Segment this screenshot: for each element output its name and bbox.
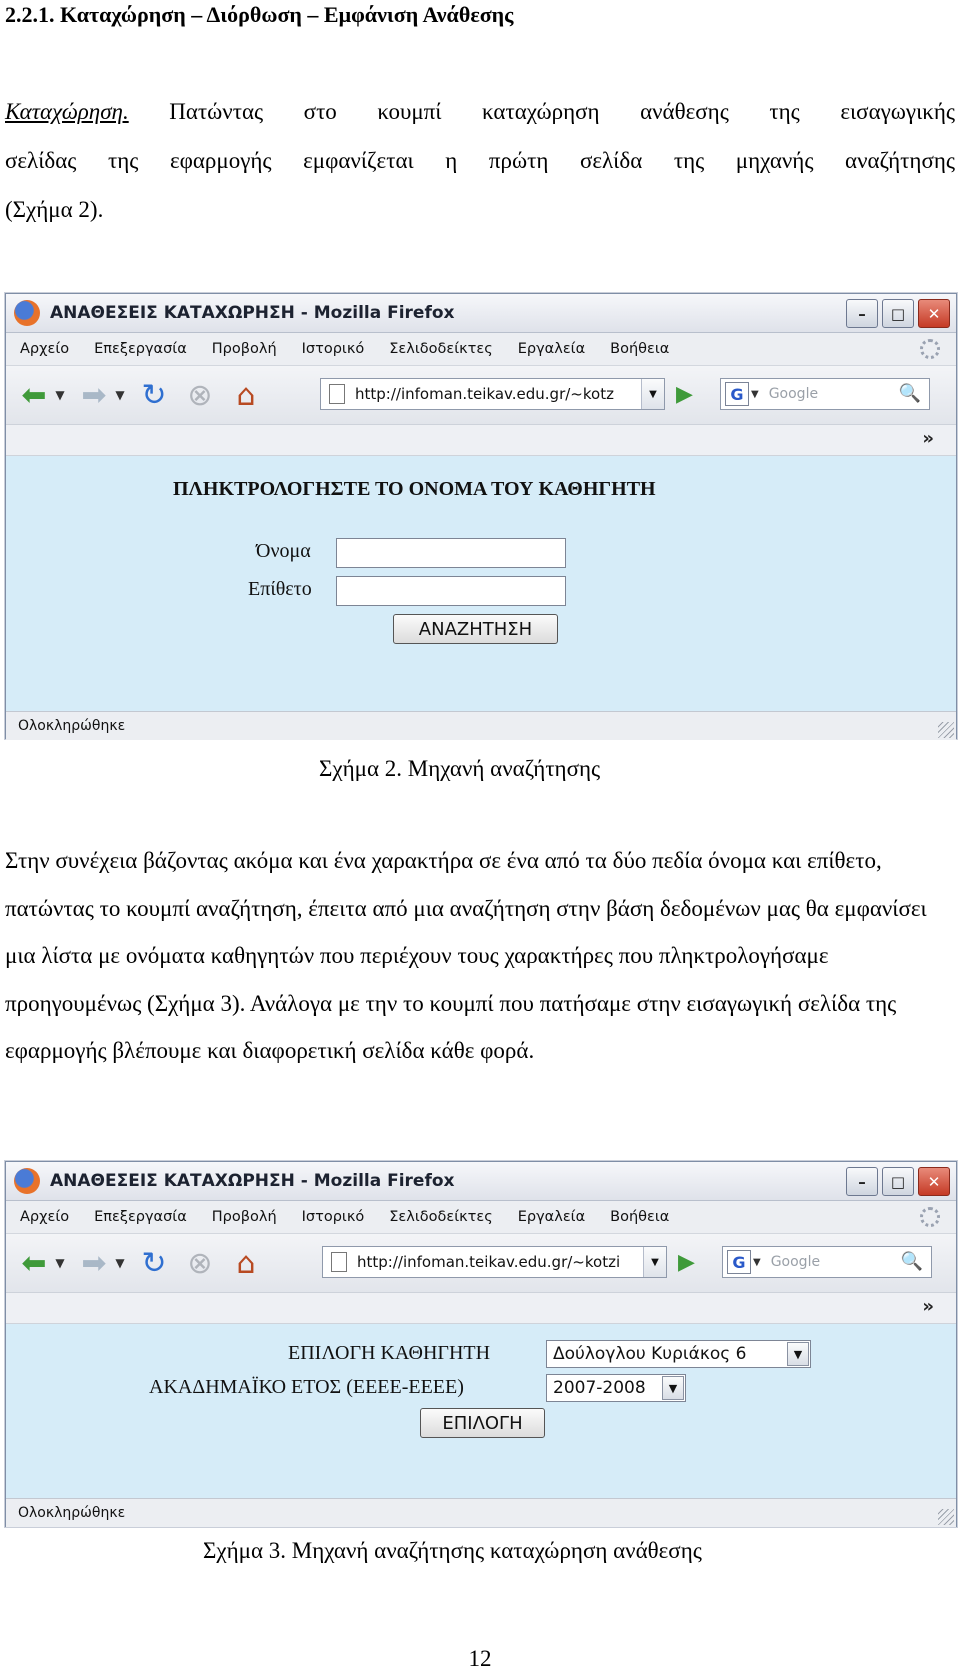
menu-bookmarks[interactable]: Σελιδοδείκτες <box>389 1209 493 1225</box>
close-button[interactable]: ✕ <box>918 1167 950 1196</box>
home-icon[interactable]: ⌂ <box>236 1245 256 1281</box>
chevron-icon[interactable]: » <box>922 428 934 449</box>
page-content <box>6 1324 956 1498</box>
minimize-button[interactable]: – <box>846 1167 878 1196</box>
teacher-label: ΕΠΙΛΟΓΗ ΚΑΘΗΓΗΤΗ <box>288 1342 491 1364</box>
search-box[interactable] <box>722 1246 932 1278</box>
google-engine-icon[interactable]: G <box>727 1250 751 1274</box>
name-label: Όνομα <box>256 540 311 562</box>
name-input[interactable] <box>336 538 566 568</box>
menu-tools[interactable]: Εργαλεία <box>517 1209 586 1225</box>
menu-bookmarks[interactable]: Σελιδοδείκτες <box>389 341 493 357</box>
status-text: Ολοκληρώθηκε <box>18 718 126 734</box>
intro-paragraph <box>5 87 955 234</box>
forward-arrow-icon[interactable]: ➡ <box>81 1245 107 1281</box>
title-bar <box>6 1162 956 1201</box>
search-placeholder: Google <box>770 1254 821 1270</box>
throbber-icon <box>920 339 940 359</box>
menu-view[interactable]: Προβολή <box>211 341 277 357</box>
menu-help[interactable]: Βοήθεια <box>610 1209 670 1225</box>
intro-line-1-text: Πατώντας στο κουμπί καταχώρηση ανάθεσης της εισαγωγικής <box>128 99 955 124</box>
window-title: ΑΝΑΘΕΣΕΙΣ ΚΑΤΑΧΩΡΗΣΗ - Mozilla Firefox <box>50 1171 455 1191</box>
bookmarks-toolbar <box>6 425 956 456</box>
engine-dropdown-icon[interactable]: ▼ <box>751 388 759 400</box>
magnifier-icon[interactable]: 🔍 <box>898 383 921 404</box>
menu-tools[interactable]: Εργαλεία <box>517 341 586 357</box>
menu-history[interactable]: Ιστορικό <box>301 341 365 357</box>
url-bar[interactable] <box>320 378 665 410</box>
google-engine-icon[interactable]: G <box>725 382 749 406</box>
status-bar <box>6 1498 956 1527</box>
teacher-select[interactable] <box>546 1340 811 1368</box>
page-content <box>6 456 956 711</box>
year-select[interactable] <box>546 1374 686 1402</box>
body-paragraph: Στην συνέχεια βάζοντας ακόμα και ένα χαρακτήρα σε ένα από τα δύο πεδία όνομα και επίθετο, πατώντας το κουμπί αναζήτηση, έπειτα από μια αναζήτηση στην βάση δεδομένων μας θα εμφανίσει μια λίστα με ονόματα καθηγητών που περιέχουν τους χαρακτήρες που πληκτρολογήσαμε προηγουμένως (Σχήμα 3). Ανάλογα με την το κουμπί που πατήσαμε στην εισαγωγική σελίδα της εφαρμογής βλέπουμε και διαφορετική σελίδα κάθε φορά. <box>5 848 927 1064</box>
section-heading: 2.2.1. Καταχώρηση – Διόρθωση – Εμφάνιση Ανάθεσης <box>5 2 514 27</box>
maximize-button[interactable]: □ <box>882 1167 914 1196</box>
page-icon <box>329 384 345 404</box>
status-text: Ολοκληρώθηκε <box>18 1505 126 1521</box>
url-text: http://infoman.teikav.edu.gr/~kotzi <box>357 1253 621 1271</box>
surname-label: Επίθετο <box>248 578 312 600</box>
figure-3-caption: Σχήμα 3. Μηχανή αναζήτησης καταχώρηση ανάθεσης <box>203 1538 702 1563</box>
back-arrow-icon[interactable]: ⬅ <box>21 1245 47 1281</box>
menu-view[interactable]: Προβολή <box>211 1209 277 1225</box>
stop-icon[interactable]: ⊗ <box>187 377 213 413</box>
throbber-icon <box>920 1207 940 1227</box>
resize-grip-icon[interactable] <box>938 722 954 738</box>
magnifier-icon[interactable]: 🔍 <box>900 1251 923 1272</box>
resize-grip-icon[interactable] <box>938 1509 954 1525</box>
navigation-toolbar <box>6 366 956 425</box>
menu-history[interactable]: Ιστορικό <box>301 1209 365 1225</box>
search-box[interactable] <box>720 378 930 410</box>
forward-history-dropdown-icon[interactable]: ▼ <box>115 388 125 402</box>
figure-2-browser-window <box>5 293 957 739</box>
url-dropdown-icon[interactable]: ▼ <box>641 379 664 409</box>
window-title: ΑΝΑΘΕΣΕΙΣ ΚΑΤΑΧΩΡΗΣΗ - Mozilla Firefox <box>50 303 455 323</box>
search-placeholder: Google <box>768 386 819 402</box>
intro-line-1 <box>5 87 955 136</box>
firefox-icon <box>14 1168 40 1194</box>
minimize-button[interactable]: – <box>846 299 878 328</box>
title-bar <box>6 294 956 333</box>
close-button[interactable]: ✕ <box>918 299 950 328</box>
navigation-toolbar <box>6 1234 956 1293</box>
status-bar <box>6 711 956 740</box>
select-button[interactable]: ΕΠΙΛΟΓΗ <box>420 1408 545 1438</box>
teacher-select-value: Δούλογλου Κυριάκος 6 <box>553 1344 747 1364</box>
chevron-down-icon[interactable]: ▼ <box>787 1342 809 1366</box>
forward-history-dropdown-icon[interactable]: ▼ <box>115 1256 125 1270</box>
go-arrow-icon[interactable]: ▶ <box>678 1250 695 1275</box>
engine-dropdown-icon[interactable]: ▼ <box>753 1256 761 1268</box>
home-icon[interactable]: ⌂ <box>236 377 256 413</box>
maximize-button[interactable]: □ <box>882 299 914 328</box>
year-select-value: 2007-2008 <box>553 1378 646 1398</box>
firefox-icon <box>14 300 40 326</box>
forward-arrow-icon[interactable]: ➡ <box>81 377 107 413</box>
intro-label: Καταχώρηση. <box>5 99 129 124</box>
chevron-icon[interactable]: » <box>922 1296 934 1317</box>
intro-line-2: σελίδας της εφαρμογής εμφανίζεται η πρώτη σελίδα της μηχανής αναζήτησης <box>5 148 955 173</box>
page-number: 12 <box>468 1646 492 1671</box>
reload-icon[interactable]: ↻ <box>141 377 167 413</box>
back-history-dropdown-icon[interactable]: ▼ <box>55 388 65 402</box>
chevron-down-icon[interactable]: ▼ <box>662 1376 684 1400</box>
url-text: http://infoman.teikav.edu.gr/~kotz <box>355 385 614 403</box>
back-arrow-icon[interactable]: ⬅ <box>21 377 47 413</box>
url-dropdown-icon[interactable]: ▼ <box>643 1247 666 1277</box>
reload-icon[interactable]: ↻ <box>141 1245 167 1281</box>
menu-file[interactable]: Αρχείο <box>20 341 70 357</box>
menu-file[interactable]: Αρχείο <box>20 1209 70 1225</box>
intro-line-3: (Σχήμα 2). <box>5 197 104 222</box>
bookmarks-toolbar <box>6 1293 956 1324</box>
year-label: ΑΚΑΔΗΜΑΪΚΟ ΕΤΟΣ (ΕΕΕΕ-ΕΕΕΕ) <box>149 1376 464 1398</box>
figure-2-caption: Σχήμα 2. Μηχανή αναζήτησης <box>319 756 601 781</box>
page-title: ΠΛΗΚΤΡΟΛΟΓΗΣΤΕ ΤΟ ΟΝΟΜΑ ΤΟΥ ΚΑΘΗΓΗΤΗ <box>173 478 656 500</box>
stop-icon[interactable]: ⊗ <box>187 1245 213 1281</box>
go-arrow-icon[interactable]: ▶ <box>676 382 693 407</box>
menu-edit[interactable]: Επεξεργασία <box>94 1209 187 1225</box>
figure-3-browser-window <box>5 1161 957 1527</box>
search-button[interactable]: ΑΝΑΖΗΤΗΣΗ <box>393 614 558 644</box>
back-history-dropdown-icon[interactable]: ▼ <box>55 1256 65 1270</box>
menu-bar <box>6 333 956 366</box>
menu-edit[interactable]: Επεξεργασία <box>94 341 187 357</box>
menu-help[interactable]: Βοήθεια <box>610 341 670 357</box>
surname-input[interactable] <box>336 576 566 606</box>
url-bar[interactable] <box>322 1246 667 1278</box>
page-icon <box>331 1252 347 1272</box>
menu-bar <box>6 1201 956 1234</box>
